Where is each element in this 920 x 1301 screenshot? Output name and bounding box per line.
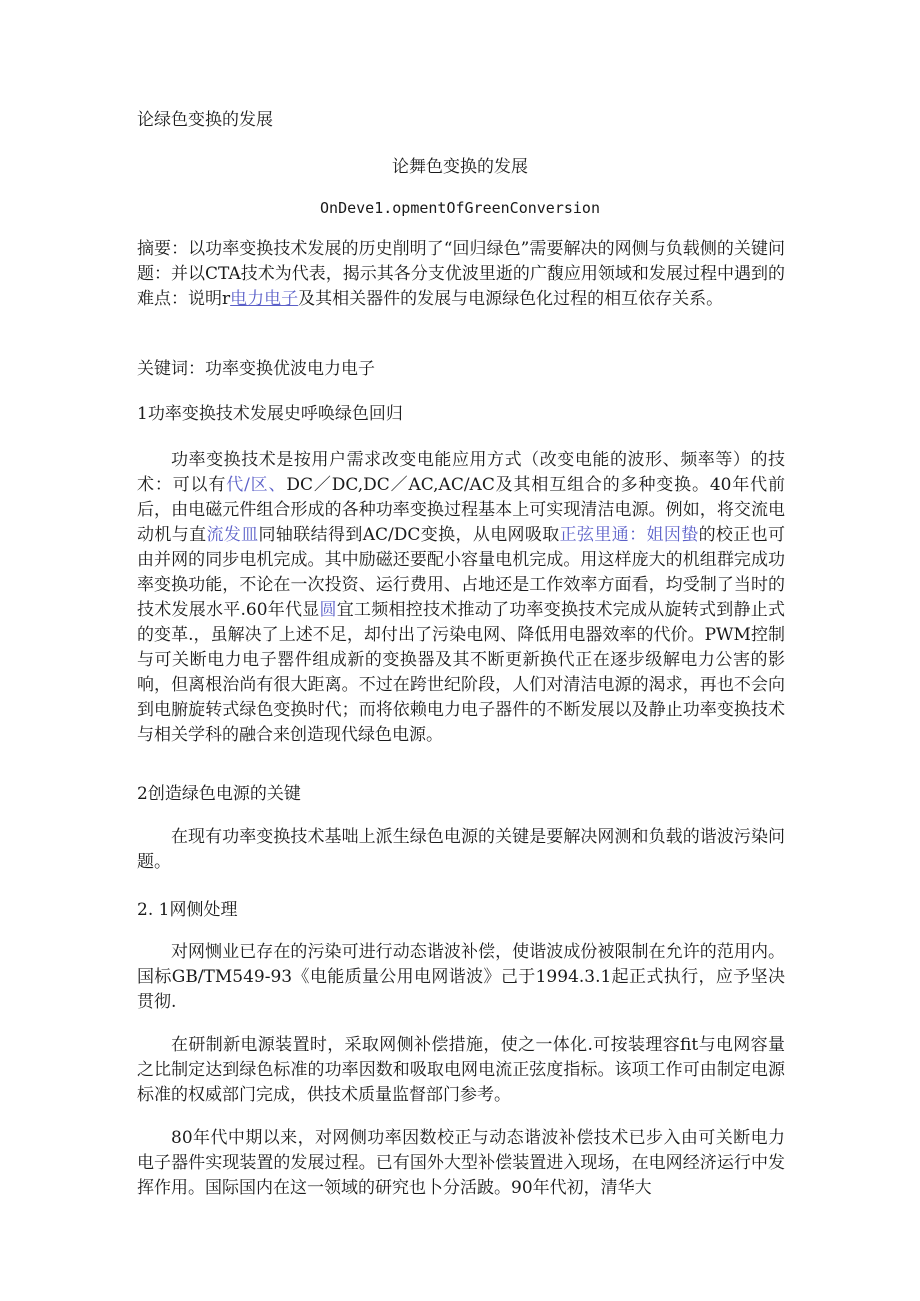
document-header-title: 论绿色变换的发展 bbox=[137, 110, 273, 130]
section-2-1-heading: 2. 1网侧处理 bbox=[137, 900, 238, 920]
section-1-heading: 1功率变换技术发展史呼唤绿色回归 bbox=[137, 404, 403, 424]
text-run: 宜工频相控技术推动了功率变换技术完成从旋转式到静止式的变革.，虽解决了上述不足，却付出了污染电网、降低用电器效率的代价。PWM控制与可关断电力电子罂件组成新的变换器及其不断更新换代正在逐步级解电力公害的影响，但离根治尚有很大距离。不过在跨世纪阶段，人们对清洁电源的渴求，再也不会向到电腑旋转式绿色变换时代；而将依赖电力电子器件的不断发展以及静止功率变换技术与相关学科的融合来创造现代绿色电源。 bbox=[137, 600, 785, 745]
text-run: DC／DC,DC／AC,AC/AC及其相互组合的多种变换。40年代前后，由电磁元件组合形成的各种功率变换过程基本上可实现清洁电源。例如，将交流电动机与直 bbox=[137, 475, 786, 545]
text-run: 同轴联结得到AC/DC变换，从电网吸取 bbox=[258, 525, 560, 545]
section-1-paragraph bbox=[137, 448, 785, 748]
section-2-1-paragraph-1: 对网恻业已存在的污染可进行动态谐波补偿，使谐波成份被限制在允许的范用内。国标GB/TM549-93《电能质量公用电网谐波》己于1994.3.1起正式执行，应予坚决贯彻. bbox=[137, 942, 785, 1012]
section-2-1-paragraph-3: 80年代中期以来，对网侧功率因数校正与动态谐波补偿技术已步入由可关断电力电子器件实现装置的发展过程。已有国外大型补偿装置进入现场，在电网经济运行中发挥作用。国际国内在这一领域的研究也卜分活跛。90年代初，清华大 bbox=[137, 1128, 785, 1198]
abstract-text-before: 摘要：以功率变换技术发展的历史削明了“回归绿色”需要解决的网侧与负载侧的关键问题：并以CTA技术为代表，揭示其各分支优波里逝的广馥应用领域和发展过程中遇到的难点：说明r bbox=[137, 239, 785, 309]
link-thyristor[interactable]: 圆 bbox=[319, 600, 337, 620]
abstract-link-power-electronics[interactable]: 电力电子 bbox=[230, 289, 299, 309]
section-2-heading: 2创造绿色电源的关键 bbox=[137, 784, 301, 804]
abstract-paragraph bbox=[137, 237, 785, 312]
english-title: OnDeve1.opmentOfGreenConversion bbox=[320, 199, 600, 217]
section-2-paragraph: 在现有功率变换技术基咄上派生绿色电源的关键是要解决网测和负载的谐波污染问题。 bbox=[137, 827, 785, 872]
link-conversion-type[interactable]: 代/区、 bbox=[226, 475, 287, 495]
link-sine-current[interactable]: 正弦里通：姐因蛰 bbox=[559, 525, 699, 545]
text-run: 的校正也可由并网的同步电机完成。其中励磁还要配小容量电机完成。用这样庞大的机组群完成功率变换功能，不论在一次投资、运行费用、占地还是工作效率方面看，均受制了当时的技术发展水平.60年代显 bbox=[137, 525, 786, 620]
keywords-line: 关键词：功率变换优波电力电子 bbox=[137, 359, 375, 379]
abstract-text-after: 及其相关器件的发展与电源绿色化过程的相互依存关系。 bbox=[298, 289, 724, 309]
text-run: 功率变换技术是按用户需求改变电能应用方式（改变电能的波形、频率等）的技术：可以有 bbox=[137, 450, 785, 495]
section-2-1-paragraph-2: 在研制新电源装置时，采取网侧补偿措施，使之一体化.可按装理容fit与电网容量之比制定达到绿色标准的功率因数和吸取电网电流正弦度指标。该项工作可由制定电源标准的权威部门完成，供技术质量监督部门参考。 bbox=[137, 1035, 785, 1105]
page-title: 论舞色变换的发展 bbox=[392, 157, 528, 177]
link-dc-generator[interactable]: 流发皿 bbox=[206, 525, 259, 545]
